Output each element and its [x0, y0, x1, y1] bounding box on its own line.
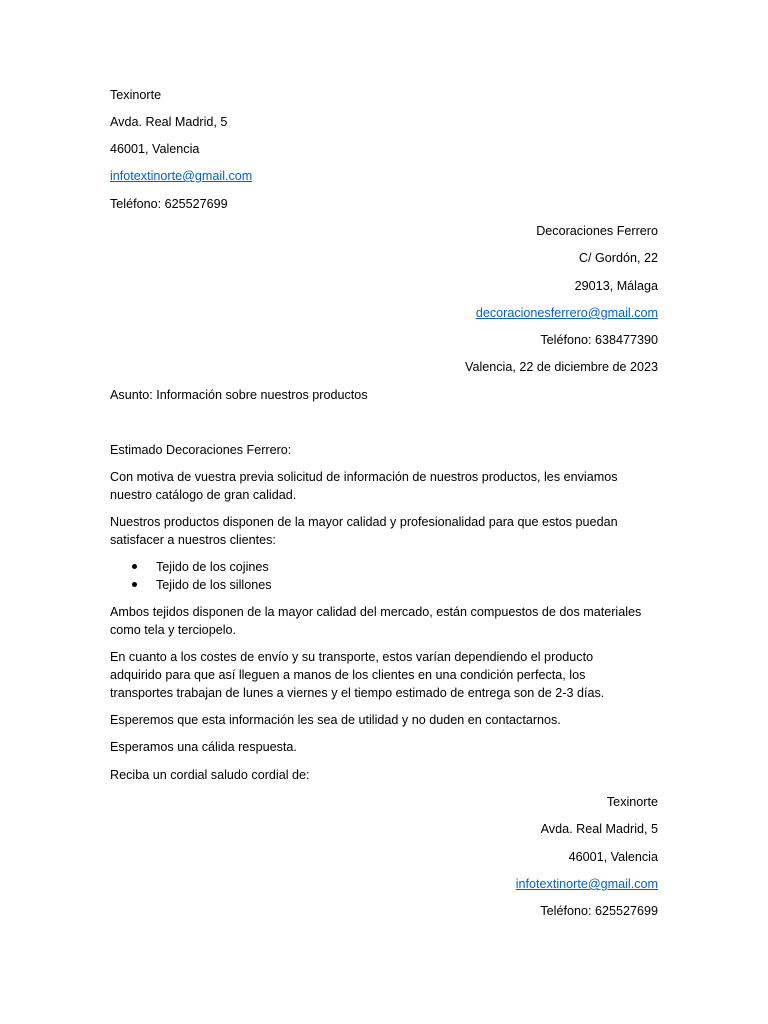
- paragraph-products: [110, 513, 660, 549]
- bullet-icon: [132, 564, 137, 569]
- paragraph-utility: Esperemos que esta información les sea de utilidad y no duden en contactarnos.: [110, 713, 561, 727]
- paragraph-line: Nuestros productos disponen de la mayor calidad y profesionalidad para que estos puedan: [110, 515, 618, 529]
- paragraph-line: nuestro catálogo de gran calidad.: [110, 488, 297, 502]
- paragraph-shipping: [110, 648, 660, 702]
- recipient-city: 29013, Málaga: [574, 279, 658, 293]
- sender-city: 46001, Valencia: [110, 142, 200, 156]
- signature-street: Avda. Real Madrid, 5: [540, 822, 658, 836]
- paragraph-line: como tela y terciopelo.: [110, 623, 236, 637]
- signature-city: 46001, Valencia: [568, 850, 658, 864]
- product-list: [110, 558, 272, 594]
- sender-phone: Teléfono: 625527699: [110, 197, 228, 211]
- list-item: [110, 576, 272, 594]
- recipient-name: Decoraciones Ferrero: [536, 224, 658, 238]
- paragraph-line: En cuanto a los costes de envío y su transporte, estos varían dependiendo el producto: [110, 650, 594, 664]
- bullet-icon: [132, 582, 137, 587]
- signature-name: Texinorte: [606, 795, 658, 809]
- signature-phone: Teléfono: 625527699: [540, 904, 658, 918]
- paragraph-materials: [110, 603, 660, 639]
- paragraph-intro: [110, 468, 660, 504]
- signature-email-link[interactable]: infotextinorte@gmail.com: [515, 877, 658, 891]
- letter-greeting: Estimado Decoraciones Ferrero:: [110, 443, 292, 457]
- paragraph-line: Ambos tejidos disponen de la mayor calidad del mercado, están compuestos de dos materiales: [110, 605, 642, 619]
- sender-email-link[interactable]: infotextinorte@gmail.com: [110, 169, 253, 183]
- list-item: [110, 558, 272, 576]
- sender-name: Texinorte: [110, 88, 162, 102]
- recipient-phone: Teléfono: 638477390: [540, 333, 658, 347]
- paragraph-line: Con motiva de vuestra previa solicitud de información de nuestros productos, les enviamos: [110, 470, 618, 484]
- recipient-email-link[interactable]: decoracionesferrero@gmail.com: [475, 306, 658, 320]
- recipient-street: C/ Gordón, 22: [578, 251, 658, 265]
- paragraph-line: adquirido para que así lleguen a manos de los clientes en una condición perfecta, los: [110, 668, 586, 682]
- paragraph-response: Esperamos una cálida respuesta.: [110, 740, 297, 754]
- sender-street: Avda. Real Madrid, 5: [110, 115, 228, 129]
- paragraph-closing: Reciba un cordial saludo cordial de:: [110, 768, 310, 782]
- list-item-label: Tejido de los sillones: [156, 578, 272, 592]
- list-item-label: Tejido de los cojines: [156, 560, 269, 574]
- paragraph-line: satisfacer a nuestros clientes:: [110, 533, 276, 547]
- paragraph-line: transportes trabajan de lunes a viernes y el tiempo estimado de entrega son de 2-3 días.: [110, 686, 605, 700]
- letter-subject: Asunto: Información sobre nuestros productos: [110, 388, 368, 402]
- letter-date: Valencia, 22 de diciembre de 2023: [464, 360, 658, 374]
